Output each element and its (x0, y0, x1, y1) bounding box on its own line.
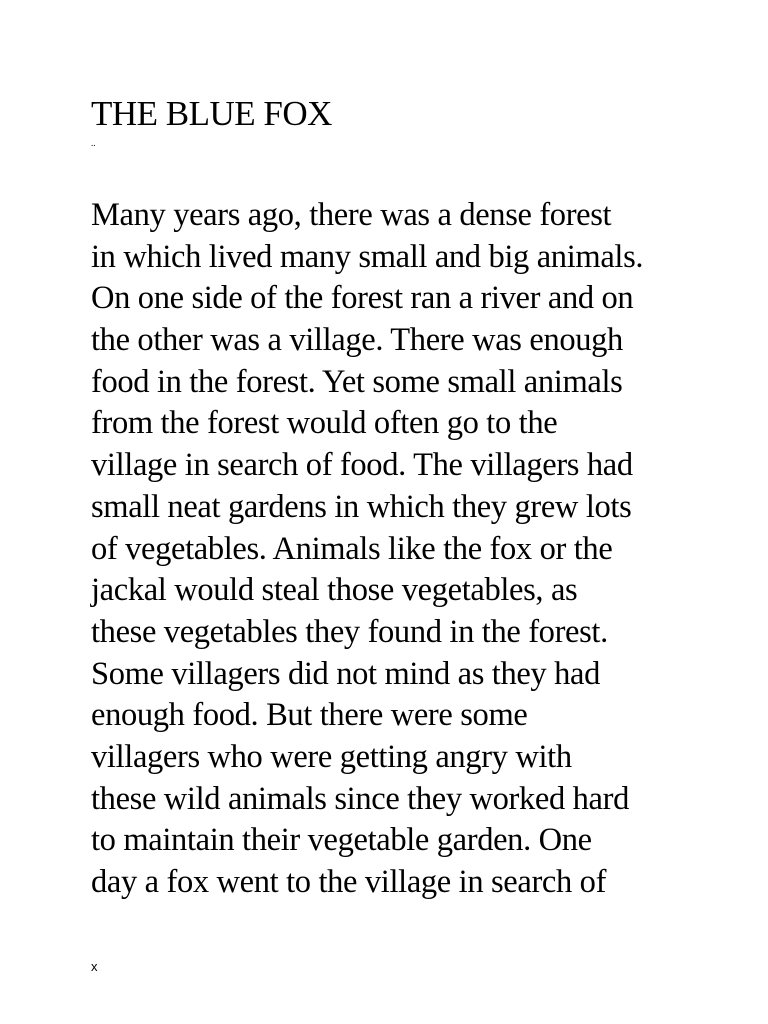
story-line: day a fox went to the village in search of (91, 864, 607, 900)
story-line: Many years ago, there was a dense forest (91, 197, 612, 233)
story-line: village in search of food. The villagers had (91, 447, 633, 484)
story-line: villagers who were getting angry with (91, 738, 572, 775)
story-line: jackal would steal those vegetables, as (91, 572, 578, 609)
story-line: of vegetables. Animals like the fox or the (91, 530, 613, 567)
story-line: these wild animals since they worked hard (91, 780, 629, 817)
story-line: these vegetables they found in the forest. (91, 613, 608, 650)
story-body (91, 195, 711, 904)
page-footer-mark: x (91, 959, 98, 974)
story-line: On one side of the forest ran a river and on (91, 280, 634, 317)
story-line: to maintain their vegetable garden. One (91, 822, 592, 859)
document-title: THE BLUE FOX (91, 94, 332, 133)
story-line: from the forest would often go to the (91, 405, 558, 442)
story-line: Some villagers did not mind as they had (91, 655, 600, 692)
story-line: food in the forest. Yet some small animals (91, 363, 623, 400)
story-line: the other was a village. There was enough (91, 322, 623, 359)
story-line: in which lived many small and big animals. (91, 238, 644, 275)
story-line: enough food. But there were some (91, 697, 528, 734)
title-marker: .. (91, 138, 96, 148)
story-line: small neat gardens in which they grew lots (91, 488, 632, 525)
